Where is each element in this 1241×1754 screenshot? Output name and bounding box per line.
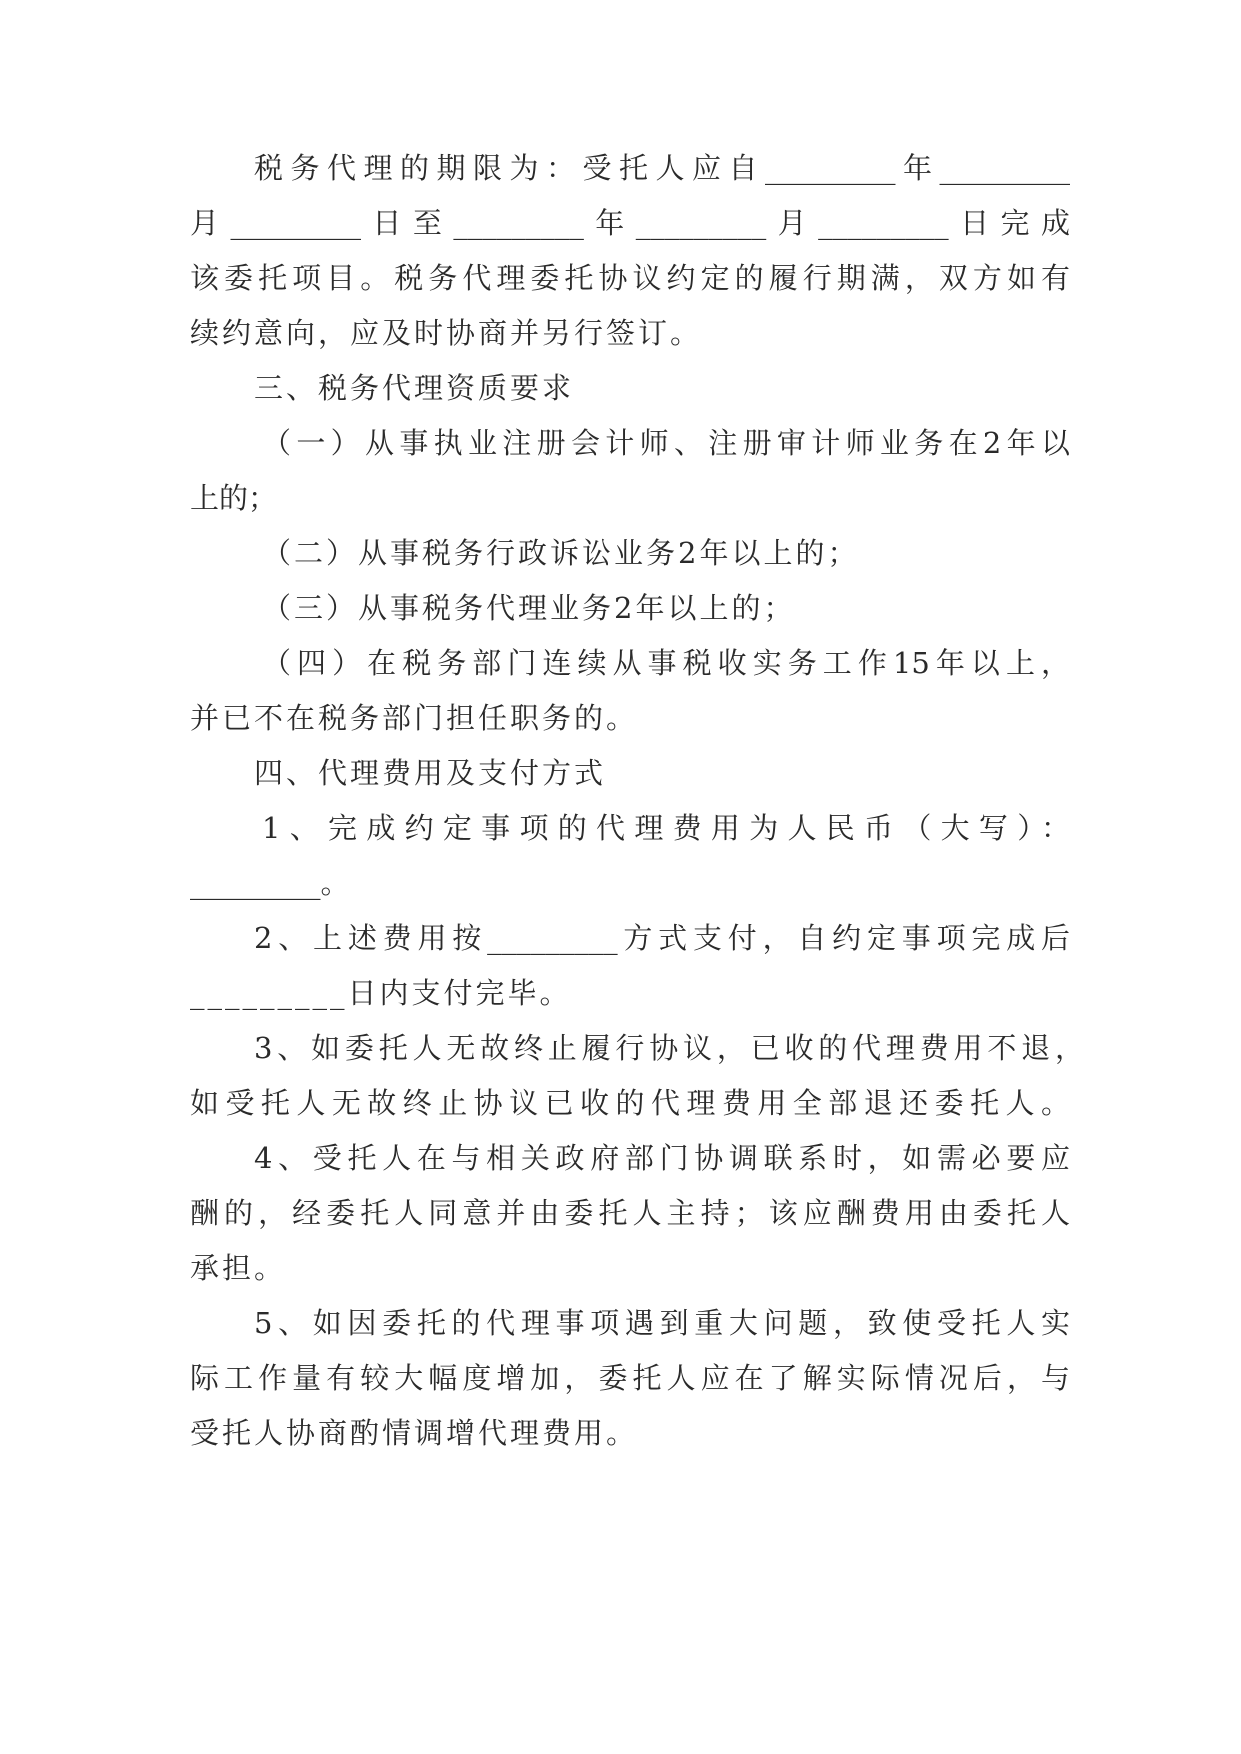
fee-item-3-line-1: 3、如委托人无故终止履行协议，已收的代理费用不退， — [254, 1031, 1084, 1065]
paragraph-term-line-3: 该委托项目。税务代理委托协议约定的履行期满，双方如有 — [190, 261, 1070, 295]
fee-item-1-line-1: 1、完成约定事项的代理费用为人民币（大写）： — [262, 811, 1070, 845]
section-heading-fees: 四、代理费用及支付方式 — [254, 756, 607, 790]
fee-item-2-line-2: _________日内支付完毕。 — [190, 976, 572, 1010]
paragraph-term-line-2: 月_________日至_________年_________月_________日完成 — [190, 206, 1070, 240]
fee-item-5-line-1: 5、如因委托的代理事项遇到重大问题，致使受托人实 — [254, 1306, 1070, 1340]
fee-item-3-line-2: 如受托人无故终止协议已收的代理费用全部退还委托人。 — [190, 1086, 1070, 1120]
fee-item-4-line-2: 酬的，经委托人同意并由委托人主持；该应酬费用由委托人 — [190, 1196, 1070, 1230]
fee-item-2-line-1: 2、上述费用按_________方式支付，自约定事项完成后 — [254, 921, 1070, 955]
section-heading-qualifications: 三、税务代理资质要求 — [254, 371, 575, 405]
fee-item-5-line-3: 受托人协商酌情调增代理费用。 — [190, 1416, 639, 1450]
fee-item-4-line-1: 4、受托人在与相关政府部门协调联系时，如需必要应 — [254, 1141, 1070, 1175]
fee-item-4-line-3: 承担。 — [190, 1251, 287, 1285]
paragraph-term-line-1: 税务代理的期限为：受托人应自_________年_________ — [254, 151, 1070, 185]
qualification-item-2: （二）从事税务行政诉讼业务2年以上的； — [262, 536, 860, 570]
paragraph-term-line-4: 续约意向，应及时协商并另行签订。 — [190, 316, 703, 350]
fee-item-1-line-2: _________。 — [190, 866, 350, 900]
qualification-item-1-line-2: 上的； — [190, 481, 278, 515]
qualification-item-3: （三）从事税务代理业务2年以上的； — [262, 591, 796, 625]
fee-item-5-line-2: 际工作量有较大幅度增加，委托人应在了解实际情况后，与 — [190, 1361, 1070, 1395]
qualification-item-4-line-2: 并已不在税务部门担任职务的。 — [190, 701, 639, 735]
qualification-item-4-line-1: （四）在税务部门连续从事税收实务工作15年以上， — [262, 646, 1070, 680]
qualification-item-1-line-1: （一）从事执业注册会计师、注册审计师业务在2年以 — [262, 426, 1070, 460]
